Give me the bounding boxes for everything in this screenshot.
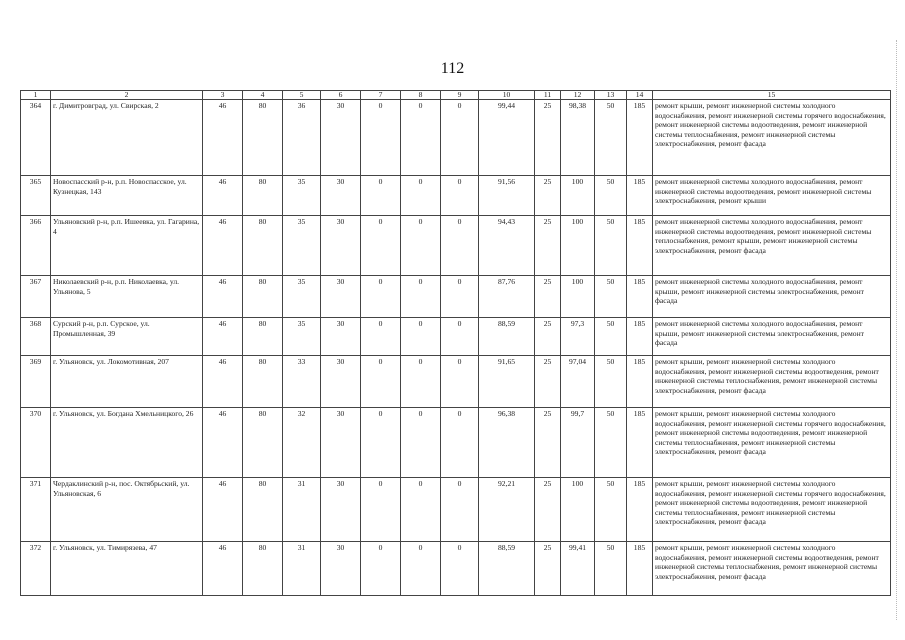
works-cell: ремонт крыши, ремонт инженерной системы холодного водоснабжения, ремонт инженерной системы водоотведения, ремонт инженерной системы теплоснабжения, ремонт инженерной системы электроснабжения, ремонт фасада [653,542,891,596]
table-cell: 36 [283,100,321,176]
table-cell: 50 [595,408,627,478]
table-cell: 30 [321,100,361,176]
table-cell: 100 [561,478,595,542]
column-header: 12 [561,91,595,100]
column-header: 10 [479,91,535,100]
table-cell: 35 [283,216,321,276]
table-cell: 35 [283,176,321,216]
table-cell: 0 [361,356,401,408]
table-cell: 30 [321,176,361,216]
address-cell: г. Димитровград, ул. Свирская, 2 [51,100,203,176]
table-cell: 50 [595,276,627,318]
table-row [21,408,891,478]
table-cell: 100 [561,176,595,216]
table-cell: 0 [441,176,479,216]
works-cell: ремонт крыши, ремонт инженерной системы холодного водоснабжения, ремонт инженерной системы горячего водоснабжения, ремонт инженерной системы водоотведения, ремонт инженерной системы теплоснабжения, ремонт инженерной системы электроснабжения, ремонт фасада [653,408,891,478]
table-cell: 185 [627,176,653,216]
table-cell: 0 [401,318,441,356]
table-cell: 30 [321,216,361,276]
works-cell: ремонт крыши, ремонт инженерной системы холодного водоснабжения, ремонт инженерной системы горячего водоснабжения, ремонт инженерной системы водоотведения, ремонт инженерной системы теплоснабжения, ремонт инженерной системы электроснабжения, ремонт фасада [653,100,891,176]
table-cell: 46 [203,176,243,216]
column-header: 4 [243,91,283,100]
table-cell: 0 [361,216,401,276]
table-cell: 96,38 [479,408,535,478]
works-cell: ремонт инженерной системы холодного водоснабжения, ремонт крыши, ремонт инженерной системы электроснабжения, ремонт фасада [653,318,891,356]
column-header: 2 [51,91,203,100]
column-header: 1 [21,91,51,100]
table-cell: 32 [283,408,321,478]
row-number-cell: 371 [21,478,51,542]
table-cell: 25 [535,478,561,542]
row-number-cell: 367 [21,276,51,318]
address-cell: Новоспасский р-н, р.п. Новоспасское, ул. Кузнецкая, 143 [51,176,203,216]
table-cell: 80 [243,276,283,318]
table-cell: 80 [243,176,283,216]
repair-table-container [20,90,890,596]
row-number-cell: 365 [21,176,51,216]
table-cell: 0 [441,318,479,356]
table-cell: 0 [441,276,479,318]
table-cell: 25 [535,176,561,216]
column-header: 9 [441,91,479,100]
table-cell: 0 [441,478,479,542]
table-cell: 50 [595,356,627,408]
table-cell: 46 [203,318,243,356]
table-cell: 0 [401,100,441,176]
table-cell: 30 [321,356,361,408]
table-cell: 35 [283,276,321,318]
column-header: 14 [627,91,653,100]
row-number-cell: 369 [21,356,51,408]
table-cell: 80 [243,542,283,596]
table-cell: 80 [243,318,283,356]
table-cell: 46 [203,100,243,176]
table-cell: 185 [627,478,653,542]
table-row [21,542,891,596]
table-cell: 185 [627,100,653,176]
table-cell: 0 [401,478,441,542]
table-cell: 185 [627,542,653,596]
row-number-cell: 370 [21,408,51,478]
table-cell: 25 [535,542,561,596]
table-cell: 50 [595,216,627,276]
table-row [21,100,891,176]
table-cell: 88,59 [479,318,535,356]
works-cell: ремонт крыши, ремонт инженерной системы холодного водоснабжения, ремонт инженерной системы водоотведения, ремонт инженерной системы теплоснабжения, ремонт инженерной системы электроснабжения, ремонт фасада [653,356,891,408]
table-cell: 25 [535,318,561,356]
column-header: 5 [283,91,321,100]
column-header: 3 [203,91,243,100]
address-cell: Чердаклинский р-н, пос. Октябрьский, ул. Ульяновская, 6 [51,478,203,542]
table-row [21,318,891,356]
table-row [21,216,891,276]
table-cell: 0 [361,100,401,176]
table-cell: 100 [561,276,595,318]
table-cell: 80 [243,100,283,176]
table-cell: 0 [401,176,441,216]
table-cell: 0 [401,276,441,318]
table-cell: 91,65 [479,356,535,408]
address-cell: г. Ульяновск, ул. Локомотивная, 207 [51,356,203,408]
table-row [21,356,891,408]
table-cell: 0 [441,216,479,276]
page-number: 112 [440,60,465,77]
column-header: 11 [535,91,561,100]
table-cell: 30 [321,408,361,478]
table-cell: 88,59 [479,542,535,596]
address-cell: Николаевский р-н, р.п. Николаевка, ул. Ульянова, 5 [51,276,203,318]
table-cell: 25 [535,216,561,276]
table-row [21,276,891,318]
table-cell: 0 [361,478,401,542]
table-cell: 0 [361,276,401,318]
table-cell: 87,76 [479,276,535,318]
column-header: 6 [321,91,361,100]
table-cell: 99,41 [561,542,595,596]
table-cell: 46 [203,356,243,408]
table-cell: 50 [595,176,627,216]
table-cell: 185 [627,356,653,408]
table-cell: 30 [321,276,361,318]
table-cell: 50 [595,100,627,176]
address-cell: Ульяновский р-н, р.п. Ишеевка, ул. Гагарина, 4 [51,216,203,276]
table-row [21,176,891,216]
table-cell: 92,21 [479,478,535,542]
table-cell: 31 [283,542,321,596]
table-cell: 0 [401,408,441,478]
table-cell: 25 [535,276,561,318]
table-cell: 80 [243,408,283,478]
table-cell: 91,56 [479,176,535,216]
table-cell: 94,43 [479,216,535,276]
table-cell: 46 [203,216,243,276]
table-cell: 100 [561,216,595,276]
address-cell: Сурский р-н, р.п. Сурское, ул. Промышленная, 39 [51,318,203,356]
row-number-cell: 372 [21,542,51,596]
works-cell: ремонт крыши, ремонт инженерной системы холодного водоснабжения, ремонт инженерной системы горячего водоснабжения, ремонт инженерной системы водоотведения, ремонт инженерной системы теплоснабжения, ремонт инженерной системы электроснабжения, ремонт фасада [653,478,891,542]
table-header-row [21,91,891,100]
table-cell: 185 [627,276,653,318]
table-cell: 0 [441,408,479,478]
row-number-cell: 368 [21,318,51,356]
scan-edge-marks [894,40,897,620]
table-cell: 0 [401,356,441,408]
table-cell: 46 [203,478,243,542]
table-cell: 50 [595,318,627,356]
table-cell: 185 [627,408,653,478]
works-cell: ремонт инженерной системы холодного водоснабжения, ремонт инженерной системы водоотведения, ремонт инженерной системы электроснабжения, ремонт крыши [653,176,891,216]
table-cell: 30 [321,542,361,596]
table-cell: 0 [361,408,401,478]
table-cell: 25 [535,356,561,408]
table-cell: 46 [203,408,243,478]
table-cell: 98,38 [561,100,595,176]
table-cell: 0 [361,318,401,356]
table-cell: 0 [361,176,401,216]
table-cell: 80 [243,216,283,276]
table-body [21,100,891,596]
table-row [21,478,891,542]
row-number-cell: 366 [21,216,51,276]
table-cell: 185 [627,216,653,276]
address-cell: г. Ульяновск, ул. Тимирязева, 47 [51,542,203,596]
repair-table [20,90,891,596]
table-cell: 0 [441,356,479,408]
table-cell: 30 [321,318,361,356]
column-header: 13 [595,91,627,100]
table-cell: 31 [283,478,321,542]
row-number-cell: 364 [21,100,51,176]
address-cell: г. Ульяновск, ул. Богдана Хмельницкого, 26 [51,408,203,478]
works-cell: ремонт инженерной системы холодного водоснабжения, ремонт инженерной системы водоотведения, ремонт инженерной системы теплоснабжения, ремонт крыши, ремонт инженерной системы электроснабжения, ремонт фасада [653,216,891,276]
table-cell: 35 [283,318,321,356]
table-cell: 46 [203,276,243,318]
table-cell: 25 [535,100,561,176]
table-cell: 50 [595,478,627,542]
table-cell: 80 [243,356,283,408]
table-cell: 99,7 [561,408,595,478]
table-cell: 0 [441,100,479,176]
table-cell: 97,04 [561,356,595,408]
table-cell: 0 [401,542,441,596]
column-header: 7 [361,91,401,100]
table-cell: 99,44 [479,100,535,176]
column-header: 15 [653,91,891,100]
table-cell: 0 [441,542,479,596]
table-cell: 185 [627,318,653,356]
table-cell: 97,3 [561,318,595,356]
table-cell: 80 [243,478,283,542]
table-cell: 50 [595,542,627,596]
table-cell: 0 [401,216,441,276]
table-cell: 0 [361,542,401,596]
table-cell: 33 [283,356,321,408]
table-cell: 30 [321,478,361,542]
works-cell: ремонт инженерной системы холодного водоснабжения, ремонт крыши, ремонт инженерной системы электроснабжения, ремонт фасада [653,276,891,318]
column-header: 8 [401,91,441,100]
table-cell: 25 [535,408,561,478]
table-cell: 46 [203,542,243,596]
